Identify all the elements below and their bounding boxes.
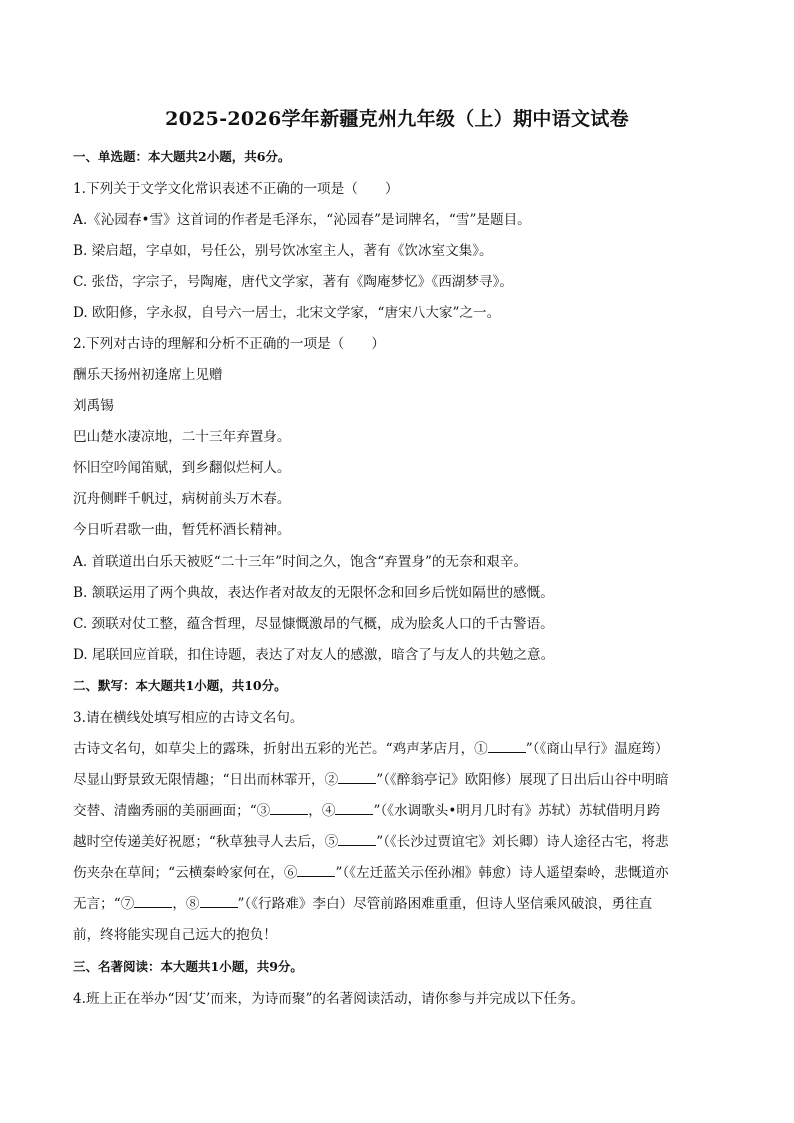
question-1-option-a: A.《沁园春•雪》这首词的作者是毛泽东，“沁园春”是词牌名，“雪”是题目。 (73, 212, 531, 228)
page-title: 2025-2026学年新疆克州九年级（上）期中语文试卷 (165, 108, 629, 130)
poem-line: 怀旧空吟闻笛赋，到乡翻似烂柯人。 (73, 460, 291, 476)
section-heading-2: 二、默写：本大题共1小题，共10分。 (73, 678, 287, 693)
answer-blank-2[interactable] (338, 771, 376, 784)
answer-blank-5[interactable] (338, 833, 376, 846)
text-run: 越时空传递美好祝愿；“秋草独寻人去后，⑤ (73, 834, 339, 850)
text-run: ”（《长沙过贾谊宅》刘长卿）诗人途径古宅，将悲 (376, 834, 669, 850)
question-3-paragraph-line (73, 737, 733, 757)
question-1-option-d: D. 欧阳修，字永叔，自号六一居士，北宋文学家，“唐宋八大家”之一。 (73, 305, 501, 321)
text-run: 交替、清幽秀丽的美丽画面；“③ (73, 803, 271, 819)
section-heading-3: 三、名著阅读：本大题共1小题，共9分。 (73, 959, 303, 974)
answer-blank-6[interactable] (297, 864, 335, 877)
question-4-stem: 4.班上正在举办“因‘艾’而来，为诗而聚”的名著阅读活动，请你参与并完成以下任务。 (73, 991, 585, 1007)
text-run: ”（《水调歌头•明月几时有》苏轼）苏轼借明月跨 (373, 803, 661, 819)
question-3-paragraph-line (73, 768, 733, 788)
poem-line: 巴山楚水凄凉地，二十三年弃置身。 (73, 429, 291, 445)
text-run: ”（《行路难》李白）尽管前路困难重重，但诗人坚信乘风破浪，勇往直 (237, 896, 653, 912)
answer-blank-1[interactable] (488, 740, 526, 753)
question-3-paragraph-line (73, 830, 733, 850)
text-run: ，⑧ (172, 896, 200, 912)
question-2-option-d: D. 尾联回应首联，扣住诗题，表达了对友人的感激，暗含了与友人的共勉之意。 (73, 647, 555, 663)
question-2-option-b: B. 颔联运用了两个典故，表达作者对故友的无限怀念和回乡后恍如隔世的感慨。 (73, 585, 554, 601)
text-run: ”（《醉翁亭记》欧阳修）展现了日出后山谷中明暗 (376, 772, 669, 788)
answer-blank-7[interactable] (134, 895, 172, 908)
text-run: ，④ (308, 803, 336, 819)
text-run: ”（《商山早行》温庭筠） (525, 741, 669, 757)
question-2-option-c: C. 颈联对仗工整，蕴含哲理，尽显慷慨激昂的气概，成为脍炙人口的千古警语。 (73, 616, 554, 632)
text-run: 尽显山野景致无限情趣；“日出而林霏开，② (73, 772, 339, 788)
question-3-paragraph-line (73, 892, 733, 912)
poem-author: 刘禹锡 (73, 398, 114, 414)
answer-blank-8[interactable] (200, 895, 238, 908)
question-2-stem: 2.下列对古诗的理解和分析不正确的一项是（ ） (73, 336, 386, 352)
section-heading-1: 一、单选题：本大题共2小题，共6分。 (73, 149, 291, 164)
question-2-option-a: A. 首联道出白乐天被贬“二十三年”时间之久，饱含“弃置身”的无奈和艰辛。 (73, 554, 528, 570)
question-3-paragraph-line (73, 861, 733, 881)
poem-line: 今日听君歌一曲，暂凭杯酒长精神。 (73, 522, 291, 538)
answer-blank-3[interactable] (270, 802, 308, 815)
text-run: ”（《左迁蓝关示侄孙湘》韩愈）诗人遥望秦岭，悲慨道亦 (335, 865, 669, 881)
text-run: 伤夹杂在草间；“云横秦岭家何在，⑥ (73, 865, 298, 881)
text-run: 无言；“⑦ (73, 896, 135, 912)
question-1-stem: 1.下列关于文学文化常识表述不正确的一项是（ ） (73, 181, 399, 197)
question-3-paragraph-line (73, 799, 733, 819)
question-3-stem: 3.请在横线处填写相应的古诗文名句。 (73, 710, 304, 726)
answer-blank-4[interactable] (335, 802, 373, 815)
question-1-option-b: B. 梁启超，字卓如，号任公，别号饮冰室主人，著有《饮冰室文集》。 (73, 243, 493, 259)
poem-title: 酬乐天扬州初逢席上见赠 (73, 367, 223, 383)
poem-line: 沉舟侧畔千帆过，病树前头万木春。 (73, 491, 291, 507)
question-1-option-c: C. 张岱，字宗子，号陶庵，唐代文学家，著有《陶庵梦忆》《西湖梦寻》。 (73, 274, 513, 290)
text-run: 古诗文名句，如草尖上的露珠，折射出五彩的光芒。“鸡声茅店月，① (73, 741, 488, 757)
question-3-paragraph-line: 前，终将能实现自己远大的抱负！ (73, 927, 277, 943)
